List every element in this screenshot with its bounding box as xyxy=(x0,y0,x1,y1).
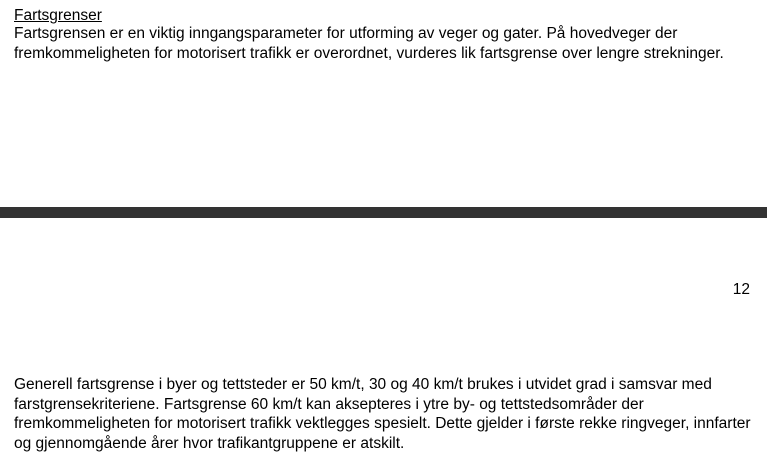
page-separator xyxy=(0,207,767,218)
paragraph-general-speed-limit: Generell fartsgrense i byer og tettsteder er 50 km/t, 30 og 40 km/t brukes i utvidet grad i samsvar med farstgrensekriteriene. Fartsgrense 60 km/t kan aksepteres i ytre by- og tettstedsområder der fremkommeligheten for motorisert trafikk vektlegges spesielt. Dette gjelder i første rekke ringveger, innfarter og gjennomgående årer hvor trafikantgruppene er atskilt. xyxy=(14,376,751,452)
paragraph-speed-limit-intro: Fartsgrensen er en viktig inngangsparameter for utforming av veger og gater. På hovedveger der fremkommeligheten for motorisert trafikk er overordnet, vurderes lik fartsgrense over lengre strekninger. xyxy=(14,25,724,62)
page-number: 12 xyxy=(732,281,750,298)
section-heading: Fartsgrenser xyxy=(14,7,102,24)
